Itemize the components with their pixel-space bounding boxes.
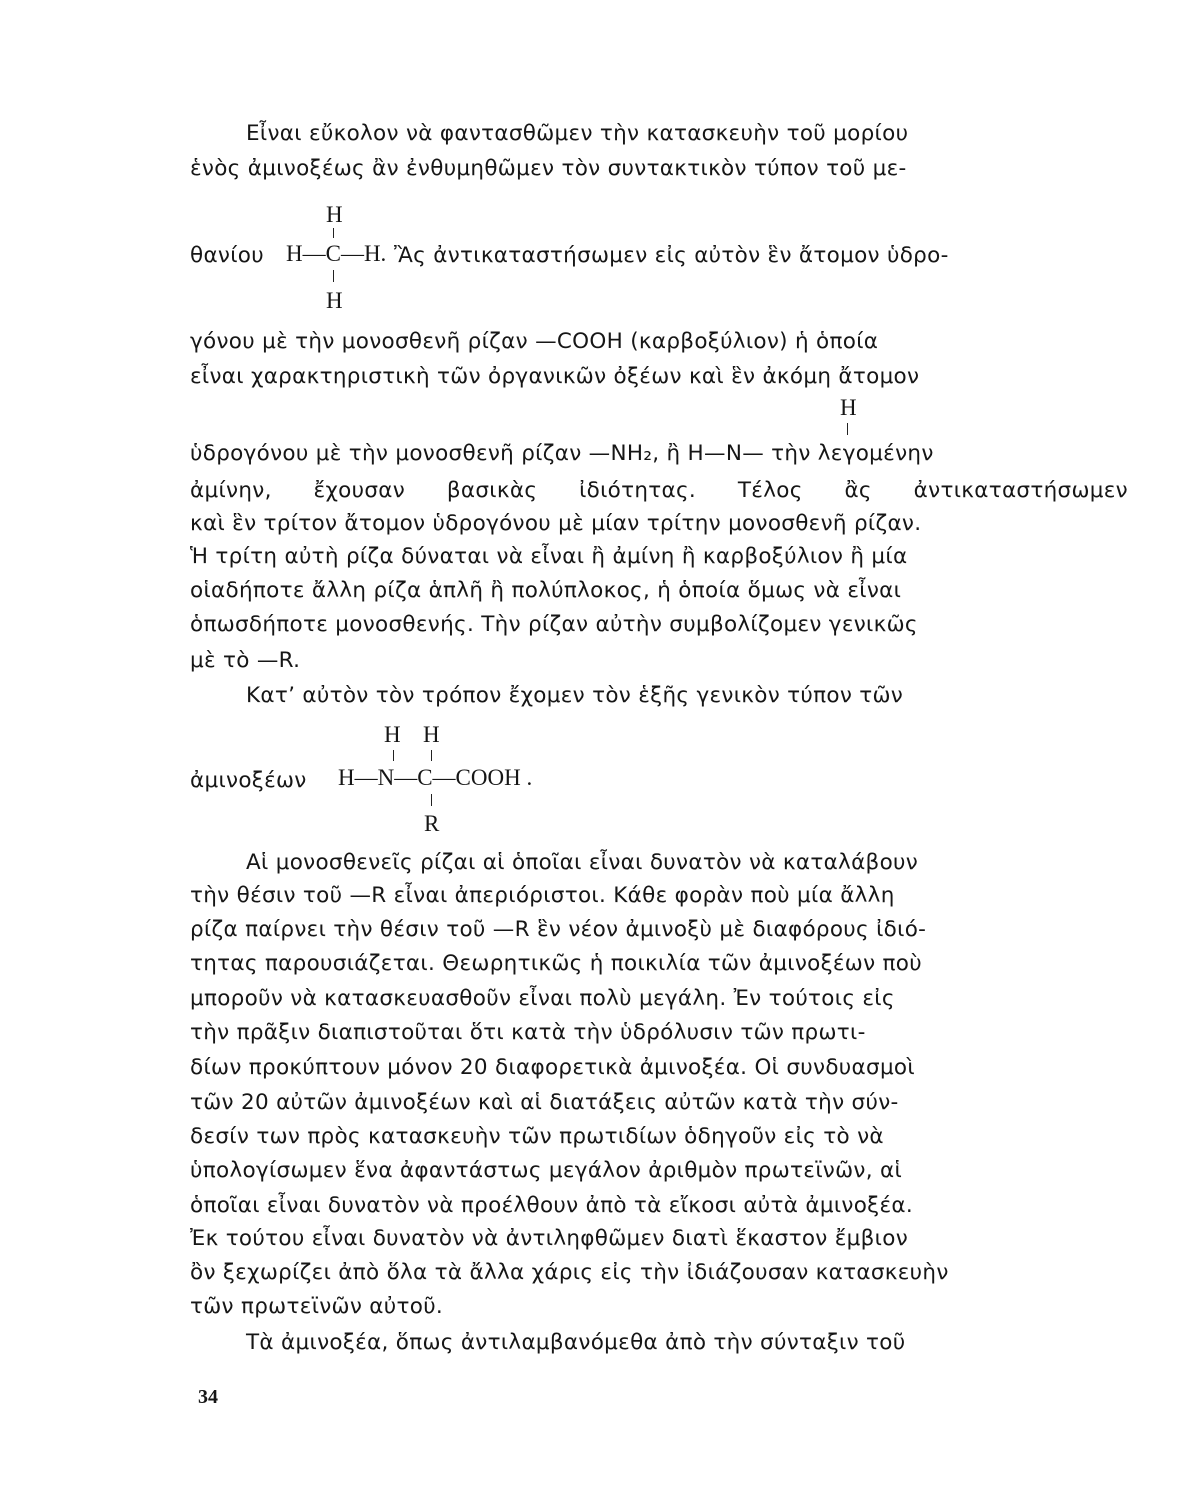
text-line: τῶν 20 αὐτῶν ἀμινοξέων καὶ αἱ διατάξεις αὐτῶν κατὰ τὴν σύν- [190, 1090, 899, 1115]
amino-bottom-r: R [424, 811, 440, 836]
text-line: τὴν θέσιν τοῦ —R εἶναι ἀπεριόριστοι. Κάθε φορὰν ποὺ μία ἄλλη [190, 883, 895, 908]
amine-top-h: H [840, 395, 857, 420]
text-line: οἱαδήποτε ἄλλη ρίζα ἁπλῆ ἢ πολύπλοκος, ἡ ὁποία ὅμως νὰ εἶναι [190, 578, 902, 603]
text-line: ἑνὸς ἀμινοξέως ἂν ἐνθυμηθῶμεν τὸν συντακτικὸν τύπον τοῦ με- [190, 156, 907, 181]
text-line: εἶναι χαρακτηριστικὴ τῶν ὀργανικῶν ὀξέων καὶ ἓν ἀκόμη ἄτομον [190, 364, 920, 389]
text-line: ὑπολογίσωμεν ἕνα ἀφαντάστως μεγάλον ἀριθμὸν πρωτεϊνῶν, αἱ [190, 1158, 903, 1183]
text-line: καὶ ἓν τρίτον ἄτομον ὑδρογόνου μὲ μίαν τρίτην μονοσθενῆ ρίζαν. [190, 511, 922, 536]
text-line: Κατ’ αὐτὸν τὸν τρόπον ἔχομεν τὸν ἑξῆς γενικὸν τύπον τῶν [246, 683, 904, 708]
text-line-amino-label: ἀμινοξέων [190, 768, 307, 793]
amino-bond-n [393, 750, 394, 761]
page-number: 34 [198, 1386, 218, 1408]
text-line: ὁποῖαι εἶναι δυνατὸν νὰ προέλθουν ἀπὸ τὰ εἴκοσι αὐτὰ ἀμινοξέα. [190, 1193, 913, 1218]
text-line: ὁπωσδήποτε μονοσθενής. Τὴν ρίζαν αὐτὴν συμβολίζομεν γενικῶς [190, 612, 918, 637]
methane-formula: H—C—H. [286, 241, 387, 266]
methane-top-h: H [326, 202, 343, 227]
amino-bond-c [431, 750, 432, 761]
text-line: μποροῦν νὰ κατασκευασθοῦν εἶναι πολὺ μεγάλη. Ἐν τούτοις εἰς [190, 986, 895, 1011]
amino-top-h-1: H [384, 722, 401, 747]
text-line: μὲ τὸ —R. [190, 648, 301, 673]
text-line: Αἱ μονοσθενεῖς ρίζαι αἱ ὁποῖαι εἶναι δυνατὸν νὰ καταλάβουν [246, 850, 919, 875]
text-line: Ἡ τρίτη αὐτὴ ρίζα δύναται νὰ εἶναι ἢ ἀμίνη ἢ καρβοξύλιον ἢ μία [190, 544, 908, 569]
text-line: ρίζα παίρνει τὴν θέσιν τοῦ —R ἓν νέον ἀμινοξὺ μὲ διαφόρους ἰδιό- [190, 917, 927, 942]
text-line: τῶν πρωτεϊνῶν αὐτοῦ. [190, 1294, 444, 1319]
methane-bond-bottom [333, 270, 334, 282]
text-line: ἀμίνην, ἔχουσαν βασικὰς ἰδιότητας. Τέλος ἂς ἀντικαταστήσωμεν [190, 478, 1128, 503]
text-line-methane-label: θανίου [190, 243, 265, 268]
text-line: Ἂς ἀντικαταστήσωμεν εἰς αὐτὸν ἓν ἄτομον ὑδρο- [394, 243, 949, 268]
text-line: Ἐκ τούτου εἶναι δυνατὸν νὰ ἀντιληφθῶμεν διατὶ ἕκαστον ἔμβιον [190, 1226, 909, 1251]
amine-bond [847, 423, 848, 435]
text-line: δεσίν των πρὸς κατασκευὴν τῶν πρωτιδίων ὁδηγοῦν εἰς τὸ νὰ [190, 1124, 884, 1149]
amino-top-h-2: H [423, 722, 440, 747]
text-line: τὴν πρᾶξιν διαπιστοῦται ὅτι κατὰ τὴν ὑδρόλυσιν τῶν πρωτι- [190, 1020, 866, 1045]
text-line: ὂν ξεχωρίζει ἀπὸ ὅλα τὰ ἄλλα χάρις εἰς τὴν ἰδιάζουσαν κατασκευὴν [190, 1260, 949, 1285]
text-line: δίων προκύπτουν μόνον 20 διαφορετικὰ ἀμινοξέα. Οἱ συνδυασμοὶ [190, 1055, 915, 1080]
amino-bond-r [431, 794, 432, 806]
methane-bottom-h: H [326, 288, 343, 313]
methane-bond-top [333, 228, 334, 238]
amino-acid-formula: H—N—C—COOH . [338, 765, 533, 790]
text-line: Τὰ ἀμινοξέα, ὅπως ἀντιλαμβανόμεθα ἀπὸ τὴν σύνταξιν τοῦ [246, 1330, 906, 1355]
text-line: Εἶναι εὔκολον νὰ φαντασθῶμεν τὴν κατασκευὴν τοῦ μορίου [246, 121, 909, 146]
text-line: γόνου μὲ τὴν μονοσθενῆ ρίζαν —COOH (καρβοξύλιον) ἡ ὁποία [190, 329, 879, 354]
text-line: ὑδρογόνου μὲ τὴν μονοσθενῆ ρίζαν —NH₂, ἢ H—N— τὴν λεγομένην [190, 441, 934, 466]
text-line: τητας παρουσιάζεται. Θεωρητικῶς ἡ ποικιλία τῶν ἀμινοξέων ποὺ [190, 951, 922, 976]
